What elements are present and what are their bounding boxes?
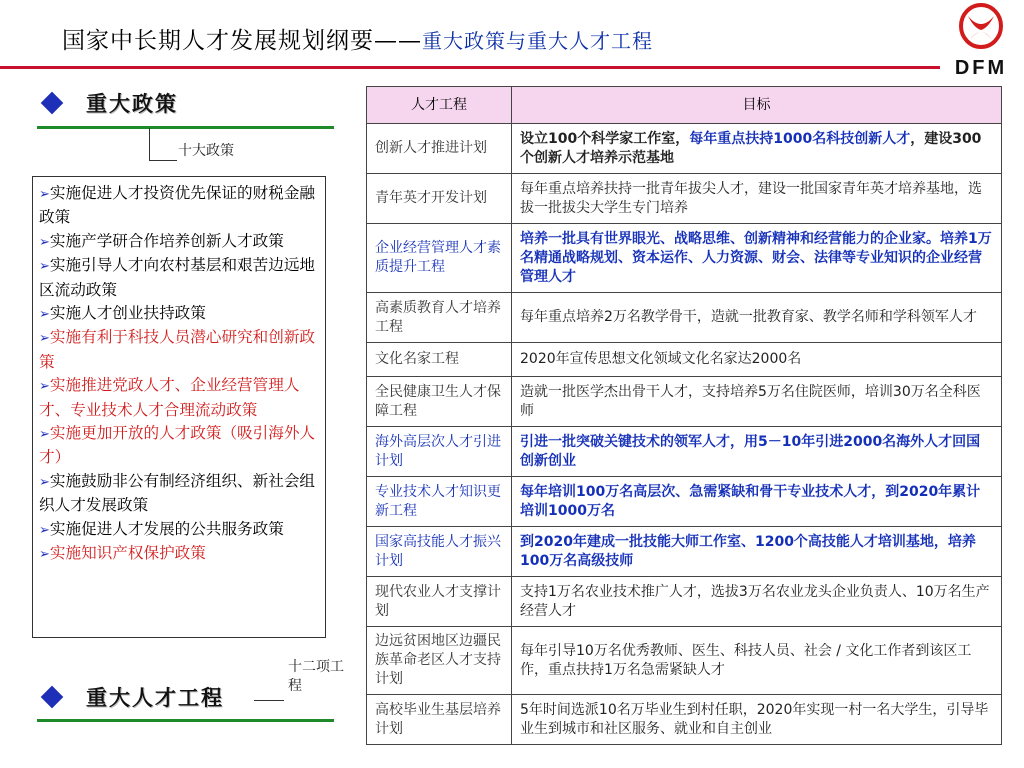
project-name: 国家高技能人才振兴计划 (367, 527, 512, 577)
projects-section-rule (37, 719, 334, 722)
dongfeng-emblem-icon (961, 5, 1001, 47)
policy-callout-label: 十大政策 (178, 143, 234, 159)
policy-section-header (40, 88, 178, 118)
arrow-bullet-icon: ➢ (39, 331, 50, 347)
policy-item: ➢实施引导人才向农村基层和艰苦边远地区流动政策 (39, 256, 316, 299)
title-subtitle: 重大政策与重大人才工程 (422, 29, 653, 53)
table-row (367, 377, 1002, 427)
policy-item: ➢实施人才创业扶持政策 (39, 304, 206, 323)
project-goal: 每年重点培养扶持一批青年拔尖人才，建设一批国家青年英才培养基地，选拔一批拔尖大学生专门培养 (512, 174, 1002, 224)
project-goal: 引进一批突破关键技术的领军人才，用5－10年引进2000名海外人才回国创新创业 (512, 427, 1002, 477)
arrow-bullet-icon: ➢ (39, 234, 50, 250)
project-name: 企业经营管理人才素质提升工程 (367, 224, 512, 293)
table-row (367, 627, 1002, 695)
project-goal: 到2020年建成一批技能大师工作室、1200个高技能人才培训基地，培养100万名高级技师 (512, 527, 1002, 577)
arrow-bullet-icon: ➢ (39, 547, 50, 563)
project-name: 海外高层次人才引进计划 (367, 427, 512, 477)
project-goal: 造就一批医学杰出骨干人才，支持培养5万名住院医师，培训30万名全科医师 (512, 377, 1002, 427)
table-header-row (367, 87, 1002, 124)
project-name: 全民健康卫生人才保障工程 (367, 377, 512, 427)
logo-text: DFM (954, 57, 1008, 78)
project-goal: 5年时间选派10名万毕业生到村任职，2020年实现一村一名大学生，引导毕业生到城市和社区服务、就业和自主创业 (512, 695, 1002, 745)
table-row (367, 124, 1002, 174)
project-goal: 每年培训100万名高层次、急需紧缺和骨干专业技术人才，到2020年累计培训1000万名 (512, 477, 1002, 527)
arrow-bullet-icon: ➢ (39, 259, 50, 275)
policy-item-highlighted: ➢实施更加开放的人才政策（吸引海外人才） (39, 424, 316, 467)
project-goal: 支持1万名农业技术推广人才，选拔3万名农业龙头企业负责人、10万名生产经营人才 (512, 577, 1002, 627)
project-goal: 2020年宣传思想文化领域文化名家达2000名 (512, 343, 1002, 377)
policy-section-title: 重大政策 (86, 91, 178, 116)
project-name: 文化名家工程 (367, 343, 512, 377)
header-divider (0, 66, 940, 69)
project-goal: 每年引导10万名优秀教师、医生、科技人员、社会 / 文化工作者到该区工作，重点扶持1万名急需紧缺人才 (512, 627, 1002, 695)
project-name: 高校毕业生基层培养计划 (367, 695, 512, 745)
table-row (367, 527, 1002, 577)
projects-section-header (40, 682, 224, 712)
policy-section-rule (37, 126, 334, 129)
table-row (367, 477, 1002, 527)
title-main: 国家中长期人才发展规划纲要 (62, 28, 374, 54)
project-name: 创新人才推进计划 (367, 124, 512, 174)
project-name: 边远贫困地区边疆民族革命老区人才支持计划 (367, 627, 512, 695)
project-goal: 设立100个科学家工作室，每年重点扶持1000名科技创新人才，建设300个创新人才培养示范基地 (512, 124, 1002, 174)
table-row (367, 224, 1002, 293)
column-header-goal: 目标 (512, 87, 1002, 124)
diamond-bullet-icon (41, 92, 64, 115)
policy-list (32, 176, 326, 638)
policy-item: ➢实施产学研合作培养创新人才政策 (39, 231, 284, 250)
arrow-bullet-icon: ➢ (39, 187, 50, 202)
policy-callout-line-h (149, 160, 177, 161)
arrow-bullet-icon: ➢ (39, 522, 50, 538)
policy-item-highlighted: ➢实施知识产权保护政策 (39, 544, 206, 563)
table-row (367, 577, 1002, 627)
talent-projects-table (366, 86, 1002, 745)
project-goal: 培养一批具有世界眼光、战略思维、创新精神和经营能力的企业家。培养1万名精通战略规划、资本运作、人力资源、财会、法律等专业知识的企业经营管理人才 (512, 224, 1002, 293)
project-name: 专业技术人才知识更新工程 (367, 477, 512, 527)
policy-item: ➢实施鼓励非公有制经济组织、新社会组织人才发展政策 (39, 471, 316, 515)
dfm-logo (938, 2, 1024, 78)
table-row (367, 343, 1002, 377)
policy-item-highlighted: ➢实施推进党政人才、企业经营管理人才、专业技术人才合理流动政策 (39, 376, 300, 419)
policy-item: ➢实施促进人才投资优先保证的财税金融政策 (39, 184, 316, 227)
policy-callout-line (149, 128, 150, 160)
arrow-bullet-icon: ➢ (39, 474, 50, 490)
arrow-bullet-icon: ➢ (39, 427, 50, 443)
policy-item-highlighted: ➢实施有利于科技人员潜心研究和创新政策 (39, 328, 316, 371)
project-name: 现代农业人才支撑计划 (367, 577, 512, 627)
project-name: 高素质教育人才培养工程 (367, 293, 512, 343)
title-separator: —— (374, 28, 422, 54)
table-row (367, 427, 1002, 477)
projects-callout-line (254, 700, 284, 701)
project-goal: 每年重点培养2万名教学骨干，造就一批教育家、教学名师和学科领军人才 (512, 293, 1002, 343)
policy-item: ➢实施促进人才发展的公共服务政策 (39, 519, 284, 538)
page-title (62, 22, 653, 55)
table-row (367, 695, 1002, 745)
projects-callout-label: 十二项工程 (288, 659, 344, 694)
table-row (367, 174, 1002, 224)
project-name: 青年英才开发计划 (367, 174, 512, 224)
arrow-bullet-icon: ➢ (39, 307, 50, 323)
column-header-project: 人才工程 (367, 87, 512, 124)
arrow-bullet-icon: ➢ (39, 379, 50, 395)
diamond-bullet-icon (41, 686, 64, 709)
table-row (367, 293, 1002, 343)
projects-section-title: 重大人才工程 (86, 685, 224, 710)
